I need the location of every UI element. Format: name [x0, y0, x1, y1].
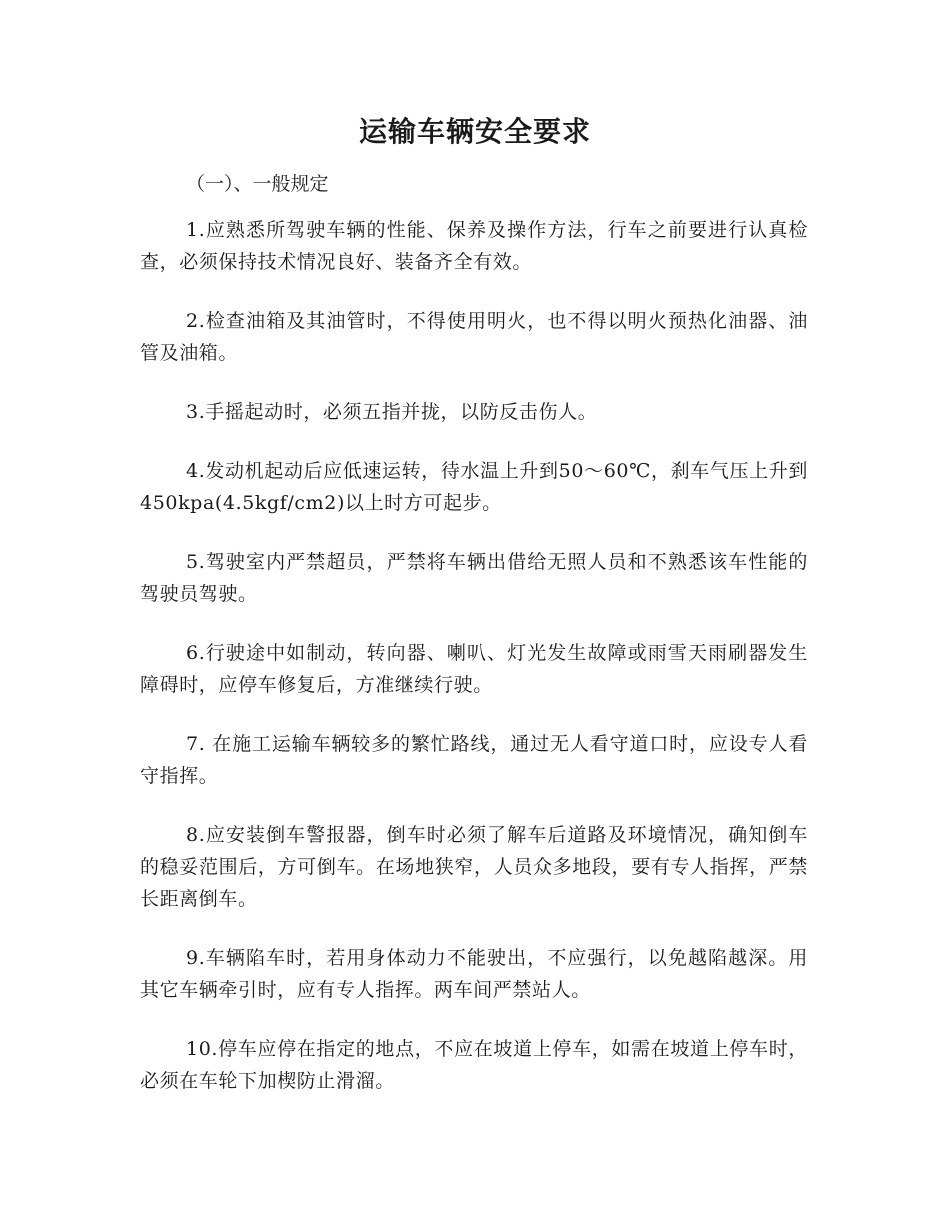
paragraph-2: 2.检查油箱及其油管时，不得使用明火，也不得以明火预热化油器、油管及油箱。	[140, 310, 808, 364]
paragraph-1: 1.应熟悉所驾驶车辆的性能、保养及操作方法，行车之前要进行认真检查，必须保持技术情况良好、装备齐全有效。	[140, 219, 808, 273]
document-body	[140, 214, 808, 1124]
paragraph-9: 9.车辆陷车时，若用身体动力不能驶出，不应强行，以免越陷越深。用其它车辆牵引时，应有专人指挥。两车间严禁站人。	[140, 947, 808, 1001]
section-heading: （一）、一般规定	[186, 173, 329, 195]
paragraph-4: 4.发动机起动后应低速运转，待水温上升到50～60℃，刹车气压上升到450kpa(4.5kgf/cm2)以上时方可起步。	[140, 460, 808, 514]
paragraph-8: 8.应安装倒车警报器，倒车时必须了解车后道路及环境情况，确知倒车的稳妥范围后，方可倒车。在场地狭窄，人员众多地段，要有专人指挥，严禁长距离倒车。	[140, 824, 808, 910]
paragraph-10: 10.停车应停在指定的地点，不应在坡道上停车，如需在坡道上停车时，必须在车轮下加楔防止滑溜。	[140, 1038, 808, 1092]
paragraph-7: 7. 在施工运输车辆较多的繁忙路线，通过无人看守道口时，应设专人看守指挥。	[140, 733, 808, 787]
paragraph-6: 6.行驶途中如制动，转向器、喇叭、灯光发生故障或雨雪天雨刷器发生障碍时，应停车修复后，方准继续行驶。	[140, 642, 808, 696]
document-title: 运输车辆安全要求	[358, 115, 591, 148]
paragraph-3: 3.手摇起动时，必须五指并拢，以防反击伤人。	[186, 401, 598, 423]
paragraph-5: 5.驾驶室内严禁超员，严禁将车辆出借给无照人员和不熟悉该车性能的驾驶员驾驶。	[140, 551, 808, 605]
